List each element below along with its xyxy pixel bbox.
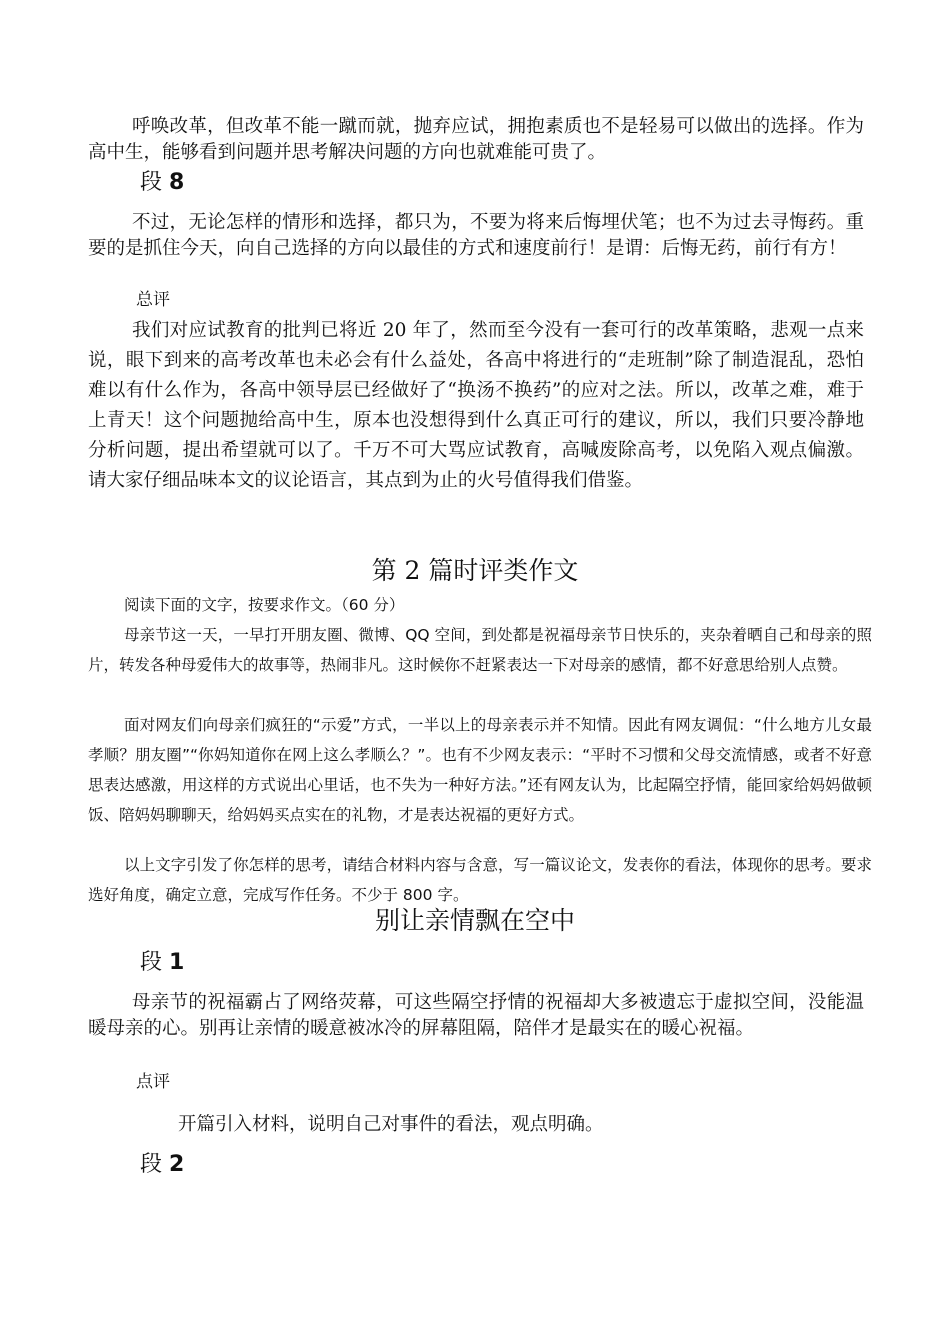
prompt-paragraph-2: 面对网友们向母亲们疯狂的“示爱”方式，一半以上的母亲表示并不知情。因此有网友调侃：“什么地方儿女最孝顺？朋友圈”“你妈知道你在网上这么孝顺么？”。也有不少网友表示：“平时不习惯和父母交流情感，或者不好意思表达感激，用这样的方式说出心里话，也不失为一种好方法。”还有网友认为，比起隔空抒情，能回家给妈妈做顿饭、陪妈妈聊聊天，给妈妈买点实在的礼物，才是表达祝福的更好方式。 — [88, 716, 872, 824]
segment-number: 8 — [169, 170, 185, 195]
comment-text: 开篇引入材料，说明自己对事件的看法，观点明确。 — [178, 1114, 604, 1135]
prompt-paragraph-1: 母亲节这一天，一早打开朋友圈、微博、QQ 空间，到处都是祝福母亲节日快乐的，夹杂着晒自己和母亲的照片，转发各种母爱伟大的故事等，热闹非凡。这时候你不赶紧表达一下对母亲的感情，都不好意思给别人点赞。 — [88, 626, 872, 674]
segment-prefix: 段 — [140, 950, 163, 975]
segment8-paragraph: 不过，无论怎样的情形和选择，都只为，不要为将来后悔埋伏笔；也不为过去寻悔药。重要的是抓住今天，向自己选择的方向以最佳的方式和速度前行！是谓：后悔无药，前行有方！ — [88, 212, 864, 259]
segment-2-heading — [140, 1150, 184, 1180]
segment-1-heading — [140, 948, 184, 978]
summary-label: 总评 — [136, 290, 170, 310]
segment7-tail-paragraph: 呼唤改革，但改革不能一蹴而就，抛弃应试，拥抱素质也不是轻易可以做出的选择。作为高中生，能够看到问题并思考解决问题的方向也就难能可贵了。 — [88, 116, 864, 163]
summary-paragraph: 我们对应试教育的批判已将近 20 年了，然而至今没有一套可行的改革策略，悲观一点来说，眼下到来的高考改革也未必会有什么益处，各高中将进行的“走班制”除了制造混乱，恐怕难以有什么作为，各高中领导层已经做好了“换汤不换药”的应对之法。所以，改革之难，难于上青天！这个问题抛给高中生，原本也没想得到什么真正可行的建议，所以，我们只要冷静地分析问题，提出希望就可以了。千万不可大骂应试教育，高喊废除高考，以免陷入观点偏激。请大家仔细品味本文的议论语言，其点到为止的火号值得我们借鉴。 — [88, 320, 864, 491]
essay-title: 别让亲情飘在空中 — [374, 906, 575, 935]
segment1-paragraph: 母亲节的祝福霸占了网络荧幕，可这些隔空抒情的祝福却大多被遗忘于虚拟空间，没能温暖母亲的心。别再让亲情的暖意被冰冷的屏幕阻隔，陪伴才是最实在的暖心祝福。 — [88, 992, 864, 1039]
segment-prefix: 段 — [140, 1152, 163, 1177]
segment-number: 2 — [169, 1152, 185, 1177]
segment-number: 1 — [169, 950, 185, 975]
prompt-paragraph-3: 以上文字引发了你怎样的思考，请结合材料内容与含意，写一篇议论文，发表你的看法，体现你的思考。要求选好角度，确定立意，完成写作任务。不少于 800 字。 — [88, 856, 872, 904]
segment-prefix: 段 — [140, 170, 163, 195]
comment-label: 点评 — [136, 1072, 170, 1092]
essay2-heading: 第 2 篇时评类作文 — [371, 556, 579, 585]
prompt-instruction: 阅读下面的文字，按要求作文。（60 分） — [124, 596, 405, 614]
segment-8-heading — [140, 168, 184, 198]
